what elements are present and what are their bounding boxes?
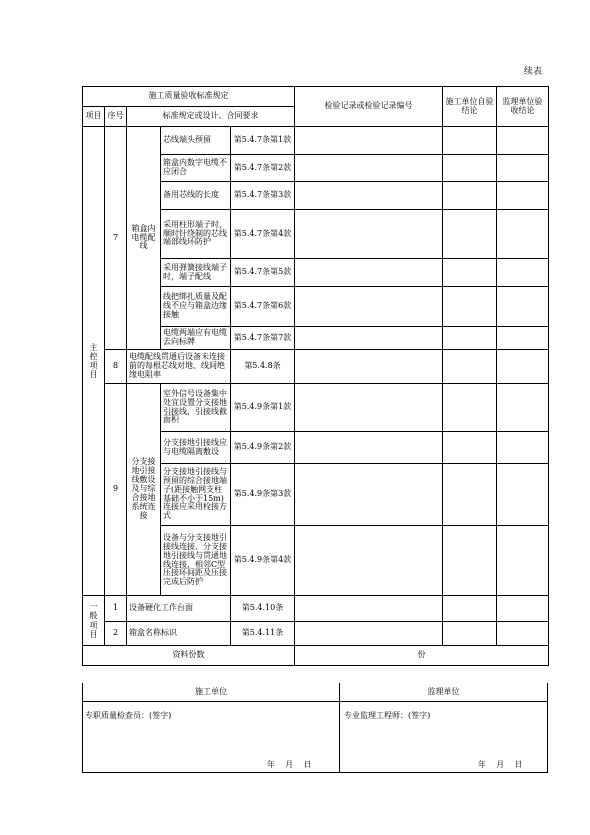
item7-req-6: 线把绑扎质量及配线不应与箱盒边缘接触 [161,287,231,327]
supervisor-cell[interactable] [497,327,549,350]
item7-clause-6: 第5.4.7条第6款 [231,287,295,327]
supervisor-cell[interactable] [497,155,549,182]
item9-clause-3: 第5.4.9条第3款 [231,464,295,526]
item9-clause-1: 第5.4.9条第1款 [231,384,295,432]
general-group: 一般项目 [83,596,105,646]
item7-clause-5: 第5.4.7条第5款 [231,259,295,287]
item9-number: 9 [105,384,127,596]
item9-req-2: 分支接地引接线应与电缆隔离敷设 [161,432,231,464]
record-cell[interactable] [295,287,443,327]
materials-label: 资料份数 [83,646,295,666]
item9-name: 分支接地引接线敷设及与综合接地系统连接 [127,384,161,596]
item9-req-1: 室外信号设备集中处宜设置分支接地引接线，引接线截面积 [161,384,231,432]
contractor-cell[interactable] [443,622,497,646]
supervisor-cell[interactable] [497,464,549,526]
general-item-2-req: 箱盒名称标识 [127,622,231,646]
item7-number: 7 [105,127,127,350]
acceptance-table [82,86,549,666]
item9-clause-2: 第5.4.9条第2款 [231,432,295,464]
signature-section [82,683,548,773]
item7-req-4: 采用柱形端子时，顺时针绕制的芯线端部线环防护 [161,210,231,259]
supervisor-cell[interactable] [497,596,549,622]
supervisor-signature-field[interactable]: 专业监理工程师：(签字) [344,711,431,720]
record-cell[interactable] [295,182,443,210]
record-cell[interactable] [295,464,443,526]
item7-req-7: 电缆两端应有电缆去向标牌 [161,327,231,350]
materials-unit: 份 [295,646,549,666]
supervisor-cell[interactable] [497,622,549,646]
main-control-group: 主控项目 [83,127,105,596]
supervisor-cell[interactable] [497,384,549,432]
continued-label: 续表 [523,67,542,77]
record-no-header: 检验记录或检验记录编号 [295,87,443,127]
item7-name: 箱盒内电缆配线 [127,127,161,350]
item7-req-1: 芯线端头预留 [161,127,231,155]
record-cell[interactable] [295,432,443,464]
item7-req-2: 箱盒内数字电缆不应闭合 [161,155,231,182]
record-cell[interactable] [295,210,443,259]
supervisor-cell[interactable] [497,432,549,464]
contractor-signature-field[interactable]: 专职质量检查员：(签字) [85,711,172,720]
record-cell[interactable] [295,155,443,182]
record-cell[interactable] [295,259,443,287]
requirement-column-header: 标准规定或设计、合同要求 [127,107,295,127]
record-cell[interactable] [295,596,443,622]
item7-clause-3: 第5.4.7条第3款 [231,182,295,210]
contractor-header: 施工单位 [83,683,339,702]
item8-clause: 第5.4.8条 [231,350,295,384]
contractor-cell[interactable] [443,596,497,622]
supervisor-cell[interactable] [497,259,549,287]
general-item-1-number: 1 [105,596,127,622]
contractor-cell[interactable] [443,432,497,464]
record-cell[interactable] [295,526,443,596]
general-item-2-clause: 第5.4.11条 [231,622,295,646]
contractor-cell[interactable] [443,259,497,287]
item8-number: 8 [105,350,127,384]
contractor-cell[interactable] [443,127,497,155]
supervisor-cell[interactable] [497,210,549,259]
supervisor-cell[interactable] [497,526,549,596]
supervisor-cell[interactable] [497,127,549,155]
record-cell[interactable] [295,127,443,155]
record-cell[interactable] [295,327,443,350]
contractor-cell[interactable] [443,287,497,327]
contractor-cell[interactable] [443,210,497,259]
supervisor-cell[interactable] [497,287,549,327]
item8-req: 电缆配线贯通后设备未连接前的每根芯线对地、线间绝缘电阻率 [127,350,231,384]
item7-clause-4: 第5.4.7条第4款 [231,210,295,259]
record-cell[interactable] [295,384,443,432]
general-item-1-req: 设备硬化工作台面 [127,596,231,622]
record-cell[interactable] [295,350,443,384]
contractor-cell[interactable] [443,182,497,210]
seq-column-header: 序号 [105,107,127,127]
item-column-header: 项目 [83,107,105,127]
contractor-cell[interactable] [443,464,497,526]
item7-clause-2: 第5.4.7条第2款 [231,155,295,182]
contractor-cell[interactable] [443,327,497,350]
contractor-cell[interactable] [443,526,497,596]
supervisor-header: 监理单位 [340,683,547,702]
item7-clause-1: 第5.4.7条第1款 [231,127,295,155]
general-item-1-clause: 第5.4.10条 [231,596,295,622]
general-item-2-number: 2 [105,622,127,646]
supervisor-cell[interactable] [497,350,549,384]
standard-header: 施工质量验收标准规定 [83,87,295,107]
item9-req-3: 分支接地引接线与预留的综合接地端子(距接触网支柱基础不小于15m)连接应采用栓接方式 [161,464,231,526]
supervisor-date[interactable]: 年 月 日 [478,760,523,769]
contractor-date[interactable]: 年 月 日 [267,760,312,769]
contractor-cell[interactable] [443,155,497,182]
contractor-cell[interactable] [443,350,497,384]
item7-clause-7: 第5.4.7条第7款 [231,327,295,350]
item9-clause-4: 第5.4.9条第4款 [231,526,295,596]
contractor-cell[interactable] [443,384,497,432]
item7-req-3: 备用芯线的长度 [161,182,231,210]
supervisor-check-header: 监理单位验收结论 [497,87,549,127]
item9-req-4: 设备与分支接地引接线连接、分支接地引接线与贯通地线连接，相邻C型压接环间距及压接完成后防护 [161,526,231,596]
supervisor-cell[interactable] [497,182,549,210]
item7-req-5: 采用弹簧接线端子时，端子配线 [161,259,231,287]
record-cell[interactable] [295,622,443,646]
contractor-check-header: 施工单位自验结论 [443,87,497,127]
